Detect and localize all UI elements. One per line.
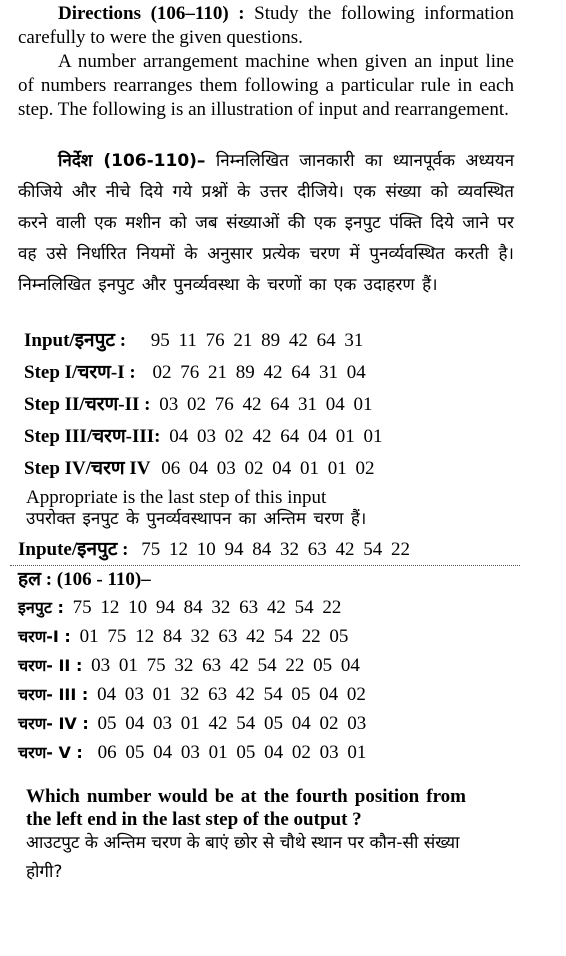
directions-en-text: Study the following information carefully to were the given questions. [18,3,514,48]
solution-heading-text: हल : (106 - 110)– [18,569,151,590]
directions-hi-text: निम्नलिखित जानकारी का ध्यानपूर्वक अध्ययन कीजिये और नीचे दिये गये प्रश्नों के उत्तर दीजिये। एक संख्या को व्यवस्थित करने वाली एक मशीन को जब संख्याओं की एक इनपुट पंक्ति दिये जाने पर वह उसे निर्धारित नियमों के अनुसार प्रत्येक चरण में पुनर्व्यवस्थित करती है। निम्नलिखित इनपुट और पुनर्व्यवस्था के चरणों का एक उदाहरण हैं। [18,151,515,295]
solution-row-step-1 [18,625,348,649]
example-row-step-3 [24,425,383,449]
solution-values: 04 03 01 32 63 42 54 05 04 02 [97,684,366,705]
directions-hi-paragraph [18,146,514,301]
solution-heading [18,568,151,592]
directions-en-paragraph [18,2,514,50]
example-label: Step IV/चरण IV [24,458,151,479]
example-row-step-1 [24,361,366,385]
question-en: Which number would be at the fourth position from the left end in the last step of the output ? [26,786,466,830]
directions-en-label: Directions (106–110) : [58,3,245,24]
example-values: 02 76 21 89 42 64 31 04 [152,362,366,383]
solution-label: चरण- II : [18,656,83,675]
solution-row-input [18,596,341,620]
appropriate-hi: उपरोक्त इनपुट के पुनर्व्यवस्थापन का अन्तिम चरण हैं। [26,509,367,529]
question-input-values: 75 12 10 94 84 32 63 42 54 22 [141,539,410,560]
solution-row-step-5 [18,741,366,765]
solution-label: इनपुट : [18,598,64,617]
solution-values: 75 12 10 94 84 32 63 42 54 22 [72,597,342,618]
example-row-input [24,329,363,353]
directions-hi-label: निर्देश (106-110)– [58,151,206,171]
solution-label: चरण- III : [18,685,89,704]
example-row-step-2 [24,393,372,417]
solution-values: 01 75 12 84 32 63 42 54 22 05 [79,626,349,647]
example-row-step-4 [24,457,374,481]
example-label: Step III/चरण-III: [24,426,161,447]
question-input-label: Inpute/इनपुट : [18,539,129,560]
example-values: 06 04 03 02 04 01 01 02 [161,458,375,479]
question-input-row [18,538,410,562]
example-label: Input/इनपुट : [24,330,127,351]
example-label: Step I/चरण-I : [24,362,136,383]
solution-row-step-4 [18,712,366,736]
dotted-divider [10,565,520,566]
solution-values: 06 05 04 03 01 05 04 02 03 01 [97,742,367,763]
solution-label: चरण-I : [18,627,71,646]
appropriate-en: Appropriate is the last step of this input [26,487,327,508]
solution-values: 05 04 03 01 42 54 05 04 02 03 [97,713,367,734]
solution-row-step-2 [18,654,360,678]
solution-label: चरण- V : [18,743,83,762]
example-values: 95 11 76 21 89 42 64 31 [150,330,364,351]
solution-values: 03 01 75 32 63 42 54 22 05 04 [91,655,360,676]
example-values: 04 03 02 42 64 04 01 01 [169,426,383,447]
question-hi: आउटपुट के अन्तिम चरण के बाएं छोर से चौथे स्थान पर कौन-सी संख्या होगी? [26,833,460,882]
directions-en-paragraph-2: A number arrangement machine when given an input line of numbers rearranges them following a particular rule in each step. The following is an illustration of input and rearrangement. [18,51,514,120]
solution-row-step-3 [18,683,366,707]
example-label: Step II/चरण-II : [24,394,151,415]
solution-label: चरण- IV : [18,714,89,733]
example-values: 03 02 76 42 64 31 04 01 [159,394,373,415]
